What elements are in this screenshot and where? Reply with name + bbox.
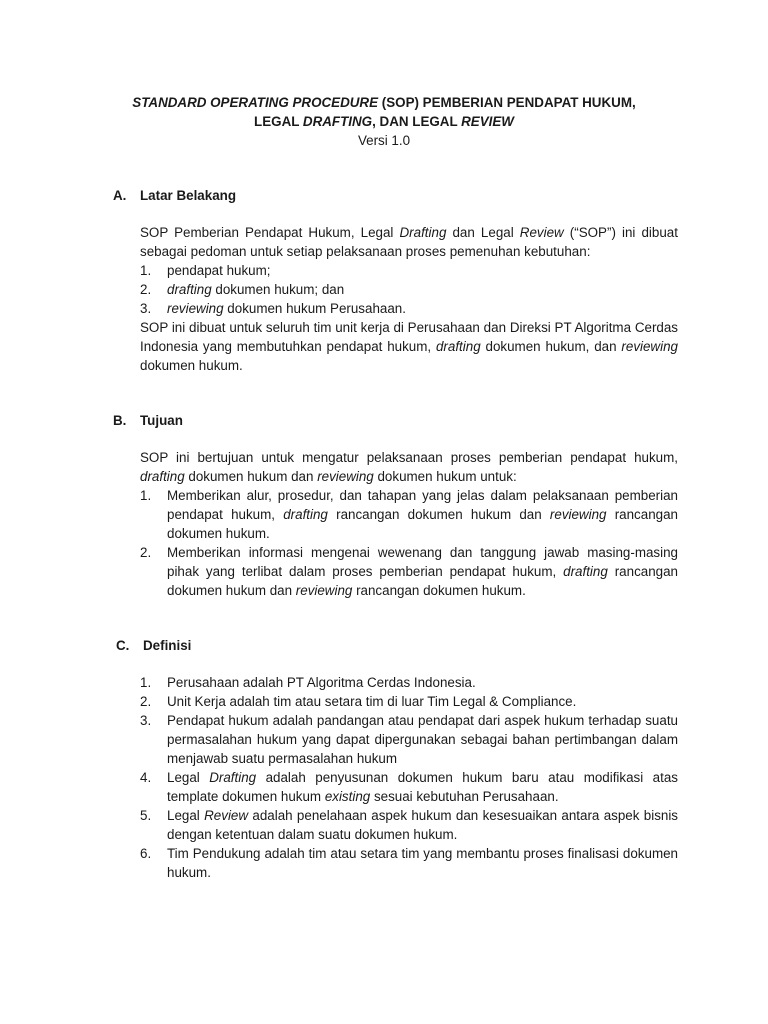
section-letter: A.	[113, 188, 127, 203]
list-item	[140, 280, 678, 299]
section-letter: B.	[113, 413, 127, 428]
italic-run: drafting	[167, 282, 212, 297]
title-italic-part: REVIEW	[461, 114, 514, 129]
list-item	[140, 844, 678, 882]
list-number: 2.	[140, 694, 152, 709]
title-bold-part: , DAN LEGAL	[372, 114, 462, 129]
section-title: Definisi	[143, 638, 192, 653]
italic-run: drafting	[563, 564, 608, 579]
document-version: Versi 1.0	[357, 133, 411, 148]
list-number: 6.	[140, 846, 152, 861]
list-number: 2.	[140, 545, 152, 560]
text-run: sesuai kebutuhan Perusahaan.	[370, 789, 559, 804]
list-number: 3.	[140, 301, 152, 316]
title-bold-part: (SOP) PEMBERIAN PENDAPAT HUKUM,	[378, 95, 636, 110]
section-b-body	[140, 448, 678, 600]
italic-run: reviewing	[317, 469, 374, 484]
italic-run: drafting	[283, 507, 328, 522]
text-run: Perusahaan adalah PT Algoritma Cerdas Indonesia.	[167, 675, 476, 690]
italic-run: Review	[204, 808, 249, 823]
italic-run: reviewing	[621, 339, 678, 354]
list-item	[140, 486, 678, 543]
section-a-list	[140, 261, 678, 318]
italic-run: reviewing	[549, 507, 607, 522]
section-c-heading	[116, 636, 191, 655]
list-number: 1.	[140, 488, 152, 503]
section-a-closing	[140, 318, 678, 375]
list-number: 1.	[140, 263, 152, 278]
italic-run: existing	[324, 789, 371, 804]
list-item	[140, 673, 678, 692]
text-run: SOP Pemberian Pendapat Hukum, Legal	[140, 225, 400, 240]
document-title	[0, 93, 768, 150]
section-b-list	[140, 486, 678, 600]
text-run: adalah penyusunan dokumen hukum baru atau modifikasi atas template dokumen hukum	[167, 770, 678, 804]
text-run: adalah penelahaan aspek hukum dan kesesuaikan antara aspek bisnis dengan ketentuan dalam suatu dokumen hukum.	[167, 808, 679, 842]
text-run: Unit Kerja adalah tim atau setara tim di luar Tim Legal & Compliance.	[167, 694, 577, 709]
section-b-heading	[113, 411, 183, 430]
italic-run: reviewing	[295, 583, 353, 598]
text-run: Tim Pendukung adalah tim atau setara tim yang membantu proses finalisasi dokumen hukum.	[167, 846, 678, 880]
text-run: dokumen hukum; dan	[211, 282, 345, 297]
text-run: Legal	[167, 770, 210, 785]
section-b-intro	[140, 448, 678, 486]
italic-run: drafting	[435, 339, 481, 354]
italic-run: Drafting	[399, 225, 447, 240]
text-run: (“SOP”) ini dibuat sebagai pedoman untuk setiap pelaksanaan proses pemenuhan kebutuhan:	[140, 225, 678, 259]
text-run: SOP ini bertujuan untuk mengatur pelaksanaan proses pemberian pendapat hukum,	[140, 450, 678, 465]
section-a-heading	[113, 186, 236, 205]
list-item	[140, 711, 678, 768]
text-run: Memberikan informasi mengenai wewenang dan tanggung jawab masing-masing pihak yang terlibat dalam proses pemberian pendapat hukum,	[167, 545, 678, 579]
list-item	[140, 261, 678, 280]
section-c-list	[140, 673, 678, 882]
section-title: Tujuan	[140, 413, 183, 428]
text-run: rancangan dokumen hukum dan	[167, 564, 678, 598]
italic-run: reviewing	[167, 301, 224, 316]
text-run: Memberikan alur, prosedur, dan tahapan yang jelas dalam pelaksanaan pemberian pendapat hukum,	[167, 488, 678, 522]
section-a-intro	[140, 223, 678, 261]
list-item	[140, 806, 678, 844]
text-run: rancangan dokumen hukum.	[167, 507, 678, 541]
title-italic-part: DRAFTING	[302, 114, 373, 129]
text-run: dan Legal	[446, 225, 520, 240]
list-number: 2.	[140, 282, 152, 297]
title-italic-part: STANDARD OPERATING PROCEDURE	[132, 95, 379, 110]
list-number: 4.	[140, 770, 152, 785]
text-run: dokumen hukum untuk:	[373, 469, 517, 484]
text-run: dokumen hukum.	[140, 358, 243, 373]
text-run: rancangan dokumen hukum.	[352, 583, 526, 598]
list-item	[140, 768, 678, 806]
text-run: Pendapat hukum adalah pandangan atau pendapat dari aspek hukum terhadap suatu permasalahan hukum yang dapat dipergunakan sebagai bahan pertimbangan dalam menjawab suatu permasalahan hukum	[167, 713, 678, 766]
text-run: rancangan dokumen hukum dan	[327, 507, 550, 522]
list-item	[140, 543, 678, 600]
italic-run: Review	[519, 225, 564, 240]
list-number: 5.	[140, 808, 152, 823]
list-item	[140, 692, 678, 711]
section-letter: C.	[116, 638, 130, 653]
title-bold-part: LEGAL	[254, 114, 303, 129]
list-number: 3.	[140, 713, 152, 728]
italic-run: drafting	[140, 469, 185, 484]
italic-run: Drafting	[209, 770, 257, 785]
title-line-2	[0, 112, 768, 131]
text-run: dokumen hukum Perusahaan.	[223, 301, 406, 316]
list-item	[140, 299, 678, 318]
section-title: Latar Belakang	[140, 188, 237, 203]
section-c-body	[140, 673, 678, 882]
title-line-1	[0, 93, 768, 112]
text-run: dokumen hukum dan	[184, 469, 318, 484]
text-run: Legal	[167, 808, 205, 823]
text-run: SOP ini dibuat untuk seluruh tim unit kerja di Perusahaan dan Direksi PT Algoritma Cerdas Indonesia yang membutuhkan pendapat hukum,	[140, 320, 678, 354]
text-run: pendapat hukum;	[167, 263, 271, 278]
list-number: 1.	[140, 675, 152, 690]
section-a-body	[140, 223, 678, 375]
text-run: dokumen hukum, dan	[480, 339, 622, 354]
